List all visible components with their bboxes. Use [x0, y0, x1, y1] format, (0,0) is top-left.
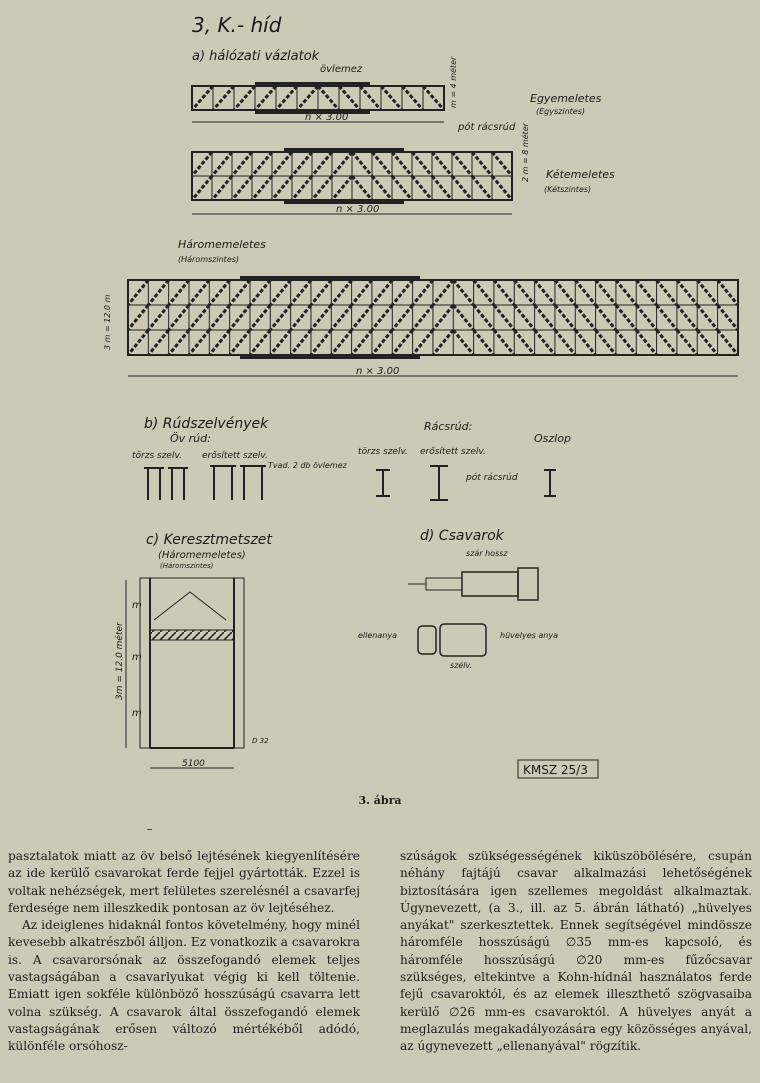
huvelyes-anya-label: hüvelyes anya	[500, 631, 558, 640]
truss-diagonal	[697, 330, 717, 355]
truss-diagonal	[148, 330, 168, 355]
m-label-2: m	[132, 652, 142, 663]
truss-diagonal	[555, 305, 575, 330]
truss-diagonal	[372, 176, 392, 200]
left-paragraph-2: Az ideiglenes hidaknál fontos követelmény, hogy minél kevesebb alkatrészből álljon. Ez vonatkozik a csavarokra is. A csavarorsónak az összefogandó elemek teljes vastagságában a csavarlyukat végig ki kell töltenie. Emiatt igen sokféle különböző hosszúságú csavarra lett volna szükség. A csavarok által összefogandó elemek vastagságának erősen változó mértékéből adódó, különféle orsóhosz-	[8, 918, 360, 1054]
truss-diagonal	[230, 305, 250, 330]
truss-diagonal	[270, 305, 290, 330]
truss-diagonal	[232, 152, 252, 176]
truss-diagonal	[402, 86, 423, 110]
truss-diagonal	[392, 280, 412, 305]
section-c-sub: (Háromemeletes)	[158, 550, 246, 561]
truss-diagonal	[474, 305, 494, 330]
truss-diagonal	[291, 330, 311, 355]
szar-hossz-label: szár hossz	[466, 549, 508, 558]
racs-torzs-label: törzs szelv.	[358, 447, 408, 457]
truss-diagonal	[270, 280, 290, 305]
truss-diagonal	[514, 305, 534, 330]
truss-diagonal	[297, 86, 318, 110]
divider-mark	[147, 829, 152, 830]
truss-diagonal	[148, 280, 168, 305]
truss-diagonal	[453, 330, 473, 355]
truss-diagonal	[452, 176, 472, 200]
truss-diagonal	[433, 305, 453, 330]
section-c-heading: c) Keresztmetszet	[146, 532, 272, 548]
truss-diagonal	[474, 330, 494, 355]
truss-diagonal	[212, 152, 232, 176]
truss-diagonal	[339, 86, 360, 110]
truss3-name: Háromemeletes	[178, 238, 266, 251]
truss-diagonal	[292, 176, 312, 200]
text-column-left	[8, 848, 360, 1056]
truss-diagonal	[472, 176, 492, 200]
ov-rud-label: Öv rúd:	[170, 432, 211, 445]
truss-diagonal	[128, 305, 148, 330]
truss-single-level	[192, 82, 444, 114]
truss-diagonal	[148, 305, 168, 330]
truss-diagonal	[718, 330, 738, 355]
truss-diagonal	[332, 152, 352, 176]
left-paragraph-1: pasztalatok miatt az öv belső lejtésének kiegyenlítésére az ide kerülő csavarokat ferde fejjel gyártották. Ezzel is voltak nehézségek, mert felületes szerelésnél a csavarfej ferdesége nem illeszkedik pontosan az öv lejtéséhez.	[8, 849, 360, 915]
truss-diagonal	[616, 305, 636, 330]
truss-diagonal	[311, 330, 331, 355]
truss-diagonal	[331, 280, 351, 305]
d32-label: D 32	[252, 737, 269, 745]
truss-diagonal	[192, 176, 212, 200]
truss-diagonal	[332, 176, 352, 200]
truss-diagonal	[209, 305, 229, 330]
truss-diagonal	[291, 305, 311, 330]
truss1-span: n × 3.00	[305, 112, 349, 123]
truss-diagonal	[372, 305, 392, 330]
truss-diagonal	[331, 330, 351, 355]
m-label-3: m	[132, 708, 142, 719]
truss-diagonal	[636, 280, 656, 305]
truss-diagonal	[575, 280, 595, 305]
truss-diagonal	[432, 176, 452, 200]
truss-diagonal	[535, 280, 555, 305]
truss-double-level	[192, 148, 512, 204]
bolt-drawing	[408, 568, 538, 600]
truss-diagonal	[596, 280, 616, 305]
truss-diagonal	[452, 152, 472, 176]
truss2-height: 2 m = 8 méter	[521, 123, 530, 182]
truss-diagonal	[657, 330, 677, 355]
right-paragraph-1: szúságok szükségességének kiküszöbölésére, csupán néhány fajtájú csavar alkalmazási lehetőségének biztosítására igen szellemes megoldást alkalmaztak. Úgynevezett, (a 3., ill. az 5. ábrán látható) „hüvelyes anyákat" szerkesztettek. Ennek segítségével mindössze háromféle hosszúságú ∅35 mm-es kapcsoló, és háromféle hosszúságú ∅20 mm-es fűzőcsavar szükséges, eltekintve a Kohn-hídnál használatos ferde fejű csavaroktól, és az elemek illeszthető szögvasaiba kerülő ∅26 mm-es csavaroktól. A hüvelyes anyát a meglazulás megakadályozására egy közösséges anyával, az úgynevezett „ellenanyával" rögzítik.	[400, 849, 752, 1054]
truss-diagonal	[494, 330, 514, 355]
m-label-1: m	[132, 600, 142, 611]
truss-diagonal	[272, 176, 292, 200]
truss-diagonal	[596, 330, 616, 355]
figure-title: 3, K.- híd	[192, 13, 282, 37]
truss-diagonal	[657, 305, 677, 330]
truss-diagonal	[252, 152, 272, 176]
truss-diagonal	[189, 280, 209, 305]
truss-diagonal	[494, 280, 514, 305]
truss-diagonal	[352, 305, 372, 330]
racs-profiles	[376, 466, 556, 500]
truss-diagonal	[128, 280, 148, 305]
truss-diagonal	[291, 280, 311, 305]
text-column-right	[400, 848, 752, 1056]
truss-diagonal	[596, 305, 616, 330]
width-label: 5100	[182, 759, 205, 769]
truss-diagonal	[636, 305, 656, 330]
truss3-height: 3 m = 12.0 m	[103, 294, 112, 350]
ov-profiles	[144, 466, 266, 500]
truss-diagonal	[453, 305, 473, 330]
truss-diagonal	[657, 280, 677, 305]
truss-diagonal	[352, 176, 372, 200]
truss-diagonal	[472, 152, 492, 176]
figure-caption: 3. ábra	[358, 794, 402, 807]
truss-diagonal	[433, 330, 453, 355]
truss-diagonal	[312, 152, 332, 176]
truss1-height: m = 4 méter	[449, 56, 458, 108]
truss-diagonal	[192, 152, 212, 176]
truss2-sub: (Kétszintes)	[544, 185, 592, 194]
truss-diagonal	[352, 280, 372, 305]
truss-diagonal	[250, 305, 270, 330]
truss-diagonal	[318, 86, 339, 110]
truss-diagonal	[331, 305, 351, 330]
truss-diagonal	[372, 280, 392, 305]
truss-diagonal	[250, 330, 270, 355]
truss-diagonal	[128, 330, 148, 355]
truss-diagonal	[677, 305, 697, 330]
truss-diagonal	[255, 86, 276, 110]
truss-diagonal	[311, 305, 331, 330]
truss-diagonal	[372, 152, 392, 176]
truss-diagonal	[413, 330, 433, 355]
truss-diagonal	[234, 86, 255, 110]
cross-section-drawing	[126, 578, 244, 748]
truss-diagonal	[535, 305, 555, 330]
truss-diagonal	[432, 152, 452, 176]
truss-diagonal	[535, 330, 555, 355]
truss-diagonal	[189, 305, 209, 330]
truss-diagonal	[494, 305, 514, 330]
truss-diagonal	[352, 330, 372, 355]
truss-diagonal	[453, 280, 473, 305]
truss-diagonal	[292, 152, 312, 176]
truss-diagonal	[232, 176, 252, 200]
truss-diagonal	[169, 280, 189, 305]
truss-diagonal	[209, 280, 229, 305]
truss-diagonal	[392, 305, 412, 330]
truss-diagonal	[312, 176, 332, 200]
truss-diagonal	[352, 152, 372, 176]
truss-diagonal	[169, 305, 189, 330]
truss2-span: n × 3.00	[336, 204, 380, 215]
truss-diagonal	[412, 152, 432, 176]
ellenanya-label: ellenanya	[358, 631, 397, 640]
pot-racsrud-label: pót rácsrúd	[458, 122, 516, 133]
truss-diagonal	[514, 280, 534, 305]
truss-diagonal	[392, 330, 412, 355]
truss-diagonal	[677, 330, 697, 355]
truss3-sub: (Háromszintes)	[178, 255, 240, 264]
truss-diagonal	[555, 330, 575, 355]
truss-diagonal	[677, 280, 697, 305]
truss1-sub: (Egyszintes)	[536, 107, 585, 116]
ov-torzs-label: törzs szelv.	[132, 451, 182, 461]
nut-drawings	[418, 624, 486, 656]
truss-diagonal	[718, 305, 738, 330]
truss1-name: Egyemeletes	[530, 92, 602, 105]
truss3-span: n × 3.00	[356, 366, 400, 377]
section-c-height: 3m = 12.0 méter	[115, 622, 125, 700]
truss-diagonal	[575, 305, 595, 330]
truss-diagonal	[250, 280, 270, 305]
truss-diagonal	[192, 86, 213, 110]
truss-diagonal	[412, 176, 432, 200]
truss-triple-level	[128, 276, 738, 359]
racs-erositett-label: erősített szelv.	[420, 447, 486, 457]
truss-diagonal	[212, 176, 232, 200]
truss-diagonal	[413, 305, 433, 330]
section-a-heading: a) hálózati vázlatok	[192, 49, 320, 64]
szelv-label: szélv.	[450, 661, 473, 670]
truss-diagonal	[697, 280, 717, 305]
truss-diagonal	[270, 330, 290, 355]
truss-diagonal	[636, 330, 656, 355]
truss-diagonal	[514, 330, 534, 355]
truss-diagonal	[392, 176, 412, 200]
truss-diagonal	[392, 152, 412, 176]
truss-diagonal	[209, 330, 229, 355]
stamp-label: KMSZ 25/3	[523, 763, 588, 777]
tvad-label: Tvad. 2 db övlemez	[268, 461, 347, 470]
section-d-heading: d) Csavarok	[420, 528, 504, 544]
truss-diagonal	[189, 330, 209, 355]
truss-diagonal	[272, 152, 292, 176]
truss-diagonal	[360, 86, 381, 110]
section-c-sub2: (Háromszintes)	[160, 562, 214, 570]
truss-diagonal	[616, 330, 636, 355]
oszlop-label: Oszlop	[534, 432, 571, 445]
racsrud-label: Rácsrúd:	[424, 420, 473, 433]
truss-diagonal	[252, 176, 272, 200]
section-b-heading: b) Rúdszelvények	[144, 416, 269, 432]
truss-diagonal	[213, 86, 234, 110]
truss-diagonal	[718, 280, 738, 305]
truss-diagonal	[276, 86, 297, 110]
truss-diagonal	[413, 280, 433, 305]
racs-pot-label: pót rácsrúd	[466, 473, 518, 483]
truss-diagonal	[433, 280, 453, 305]
truss-diagonal	[372, 330, 392, 355]
ovlemez-label: övlemez	[320, 64, 363, 75]
truss2-name: Kétemeletes	[546, 168, 615, 181]
truss-diagonal	[474, 280, 494, 305]
truss-diagonal	[555, 280, 575, 305]
truss-diagonal	[230, 280, 250, 305]
truss-diagonal	[492, 152, 512, 176]
ov-erositett-label: erősített szelv.	[202, 451, 268, 461]
truss-diagonal	[311, 280, 331, 305]
truss-diagonal	[169, 330, 189, 355]
truss-diagonal	[230, 330, 250, 355]
truss-diagonal	[492, 176, 512, 200]
truss-diagonal	[616, 280, 636, 305]
truss-diagonal	[697, 305, 717, 330]
truss-diagonal	[575, 330, 595, 355]
truss-diagonal	[423, 86, 444, 110]
truss-diagonal	[381, 86, 402, 110]
